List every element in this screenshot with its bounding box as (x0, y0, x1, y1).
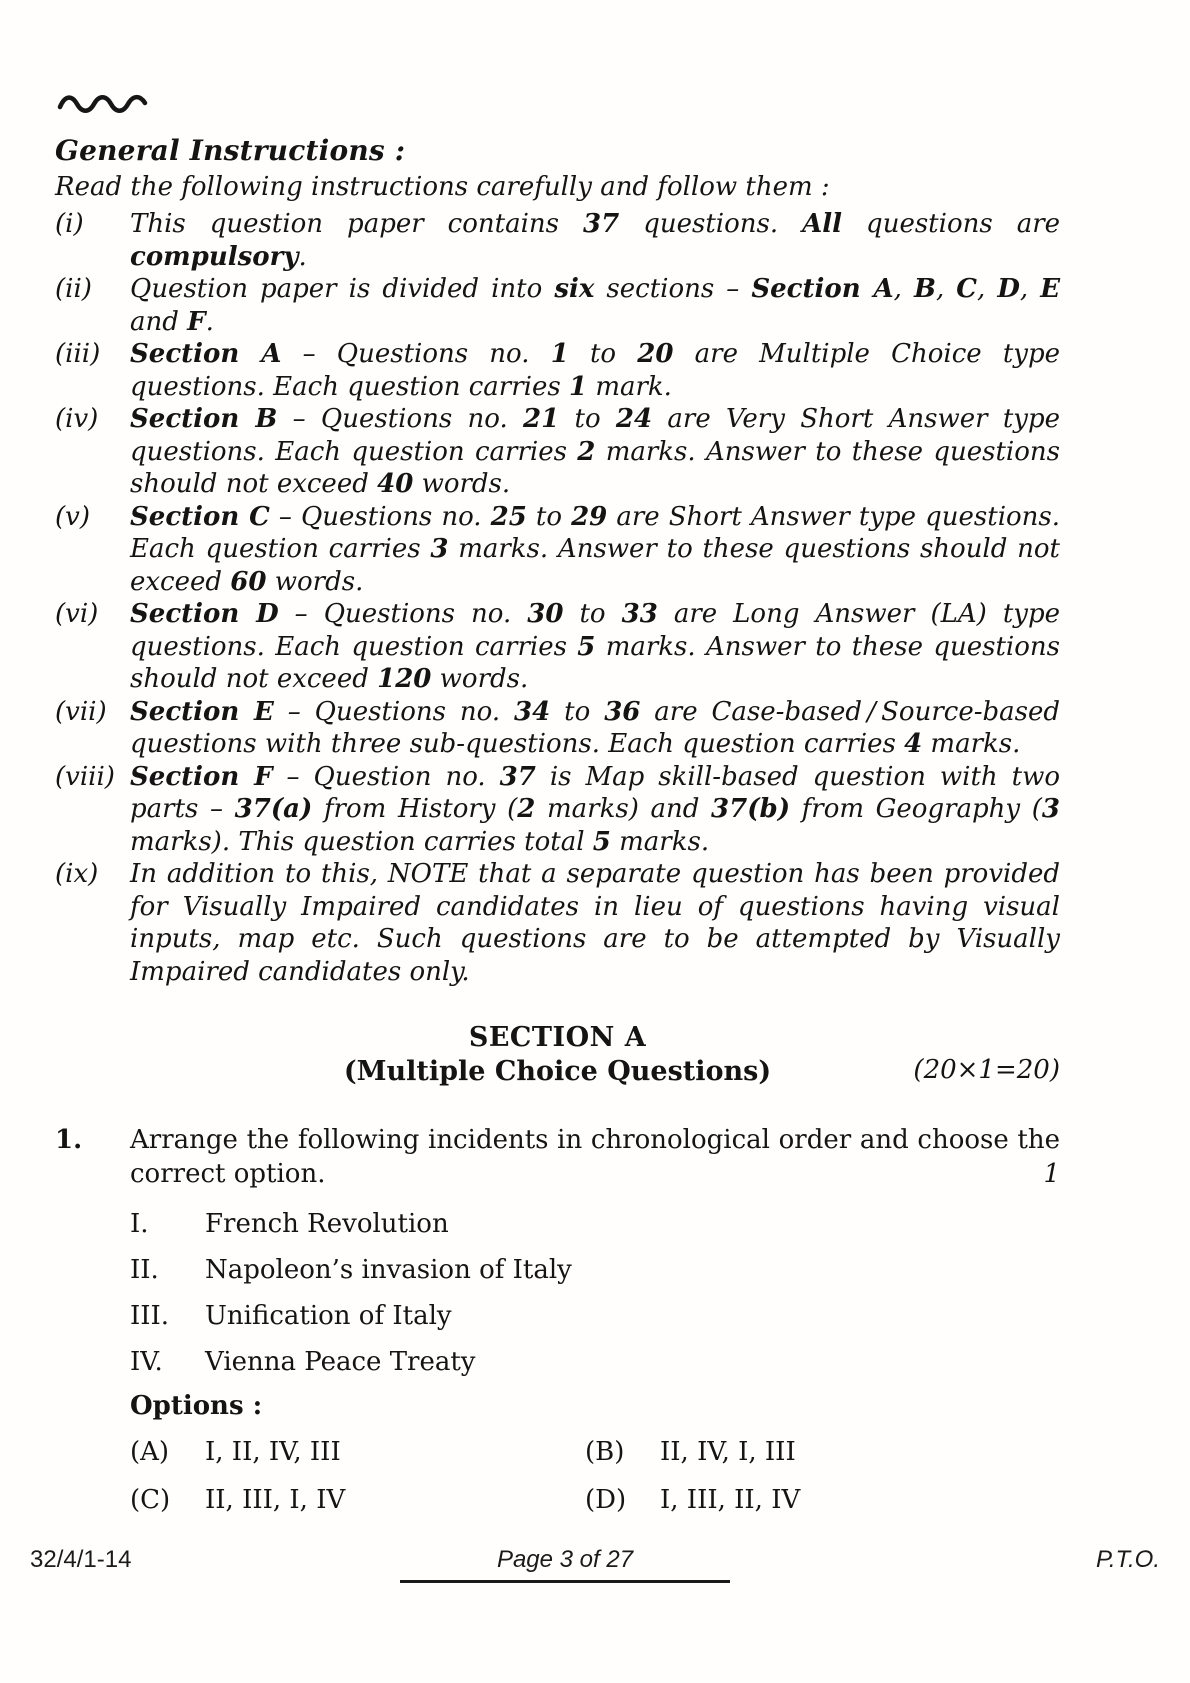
question-number: 1. (55, 1125, 83, 1155)
option-value-d: I, III, II, IV (660, 1485, 801, 1515)
option-letter-b: (B) (585, 1437, 625, 1467)
instruction-number: (i) (55, 209, 84, 239)
footer-paper-code: 32/4/1-14 (30, 1546, 132, 1573)
footer-page-number: Page 3 of 27 (496, 1546, 634, 1573)
instruction-item-ii (55, 273, 1060, 338)
squiggle-mark-icon (55, 90, 1060, 124)
instruction-text: Section B – Questions no. 21 to 24 are Very Short Answer type questions. Each question carries 2 marks. Answer to these questions should not exceed 40 words. (130, 404, 1060, 499)
instruction-number: (vi) (55, 599, 99, 629)
list-item-text: Vienna Peace Treaty (205, 1347, 476, 1377)
list-item-text: French Revolution (205, 1209, 449, 1239)
instruction-text: Section F – Question no. 37 is Map skill-based question with two parts – 37(a) from History (2 marks) and 37(b) from Geography (3 marks). This question carries total 5 marks. (130, 761, 1060, 857)
footer-underline (400, 1580, 730, 1583)
question-1 (55, 1123, 1060, 1379)
list-item-text: Unification of Italy (205, 1301, 452, 1331)
footer-pto: P.T.O. (1095, 1546, 1160, 1573)
instruction-number: (vii) (55, 696, 107, 727)
option-value-a: I, II, IV, III (205, 1437, 341, 1467)
instruction-item-viii (55, 761, 1060, 859)
question-text: Arrange the following incidents in chronological order and choose the correct option. (130, 1125, 1060, 1189)
instruction-number: (iv) (55, 404, 99, 434)
list-item-number: I. (130, 1209, 149, 1239)
option-letter-a: (A) (130, 1437, 170, 1467)
instruction-item-vii (55, 696, 1060, 761)
section-a-title: SECTION A (468, 1022, 647, 1053)
instruction-number: (v) (55, 501, 90, 532)
list-item-number: II. (130, 1255, 159, 1285)
instruction-number: (ii) (55, 274, 92, 304)
page-content (55, 0, 1060, 1517)
instruction-text: Section D – Questions no. 30 to 33 are Long Answer (LA) type questions. Each question carries 5 marks. Answer to these questions should not exceed 120 words. (130, 599, 1060, 694)
list-item-4 (55, 1346, 1060, 1379)
list-item-number: III. (130, 1301, 170, 1331)
options-row-2 (55, 1484, 1060, 1517)
section-a-heading (55, 1022, 1060, 1087)
instruction-item-i (55, 208, 1060, 273)
general-instructions-title: General Instructions : (55, 134, 406, 167)
instruction-text: In addition to this, NOTE that a separate question has been provided for Visually Impaired candidates in lieu of questions having visual inputs, map etc. Such questions are to be attempted by Visually Impaired candidates only. (130, 859, 1060, 987)
page-footer (30, 1546, 1160, 1586)
options-row-1 (55, 1436, 1060, 1469)
instruction-number: (ix) (55, 859, 99, 889)
option-value-c: II, III, I, IV (205, 1485, 346, 1515)
instruction-text: Section A – Questions no. 1 to 20 are Multiple Choice type questions. Each question carries 1 mark. (130, 339, 1061, 402)
instruction-text: This question paper contains 37 questions. All questions are compulsory. (130, 209, 1061, 272)
section-a-marks: (20×1=20) (913, 1055, 1060, 1085)
instruction-item-iii (55, 338, 1060, 403)
list-item-1 (55, 1208, 1060, 1241)
list-item-2 (55, 1254, 1060, 1287)
instruction-number: (iii) (55, 339, 101, 369)
instruction-number: (viii) (55, 761, 115, 792)
instruction-item-vi (55, 598, 1060, 696)
section-a-subtitle: (Multiple Choice Questions) (343, 1056, 772, 1087)
incident-list (55, 1208, 1060, 1379)
question-marks: 1 (1043, 1159, 1060, 1189)
options-label: Options : (130, 1391, 263, 1421)
question-text-wrap (130, 1123, 1060, 1191)
list-item-3 (55, 1300, 1060, 1333)
instruction-item-ix (55, 858, 1060, 988)
list-item-text: Napoleon’s invasion of Italy (205, 1255, 572, 1285)
instruction-item-iv (55, 403, 1060, 501)
list-item-number: IV. (130, 1347, 163, 1377)
option-letter-d: (D) (585, 1485, 627, 1515)
instruction-text: Section E – Questions no. 34 to 36 are Case-based / Source-based questions with three sub-questions. Each question carries 4 marks. (130, 696, 1061, 759)
instruction-text: Section C – Questions no. 25 to 29 are Short Answer type questions. Each question carries 3 marks. Answer to these questions should not exceed 60 words. (130, 501, 1061, 597)
instructions-subtitle: Read the following instructions carefully and follow them : (55, 172, 830, 202)
instructions-list (55, 208, 1060, 988)
instruction-text: Question paper is divided into six sections – Section A, B, C, D, E and F. (130, 274, 1061, 337)
instruction-item-v (55, 501, 1060, 599)
option-value-b: II, IV, I, III (660, 1437, 796, 1467)
option-letter-c: (C) (130, 1485, 171, 1515)
